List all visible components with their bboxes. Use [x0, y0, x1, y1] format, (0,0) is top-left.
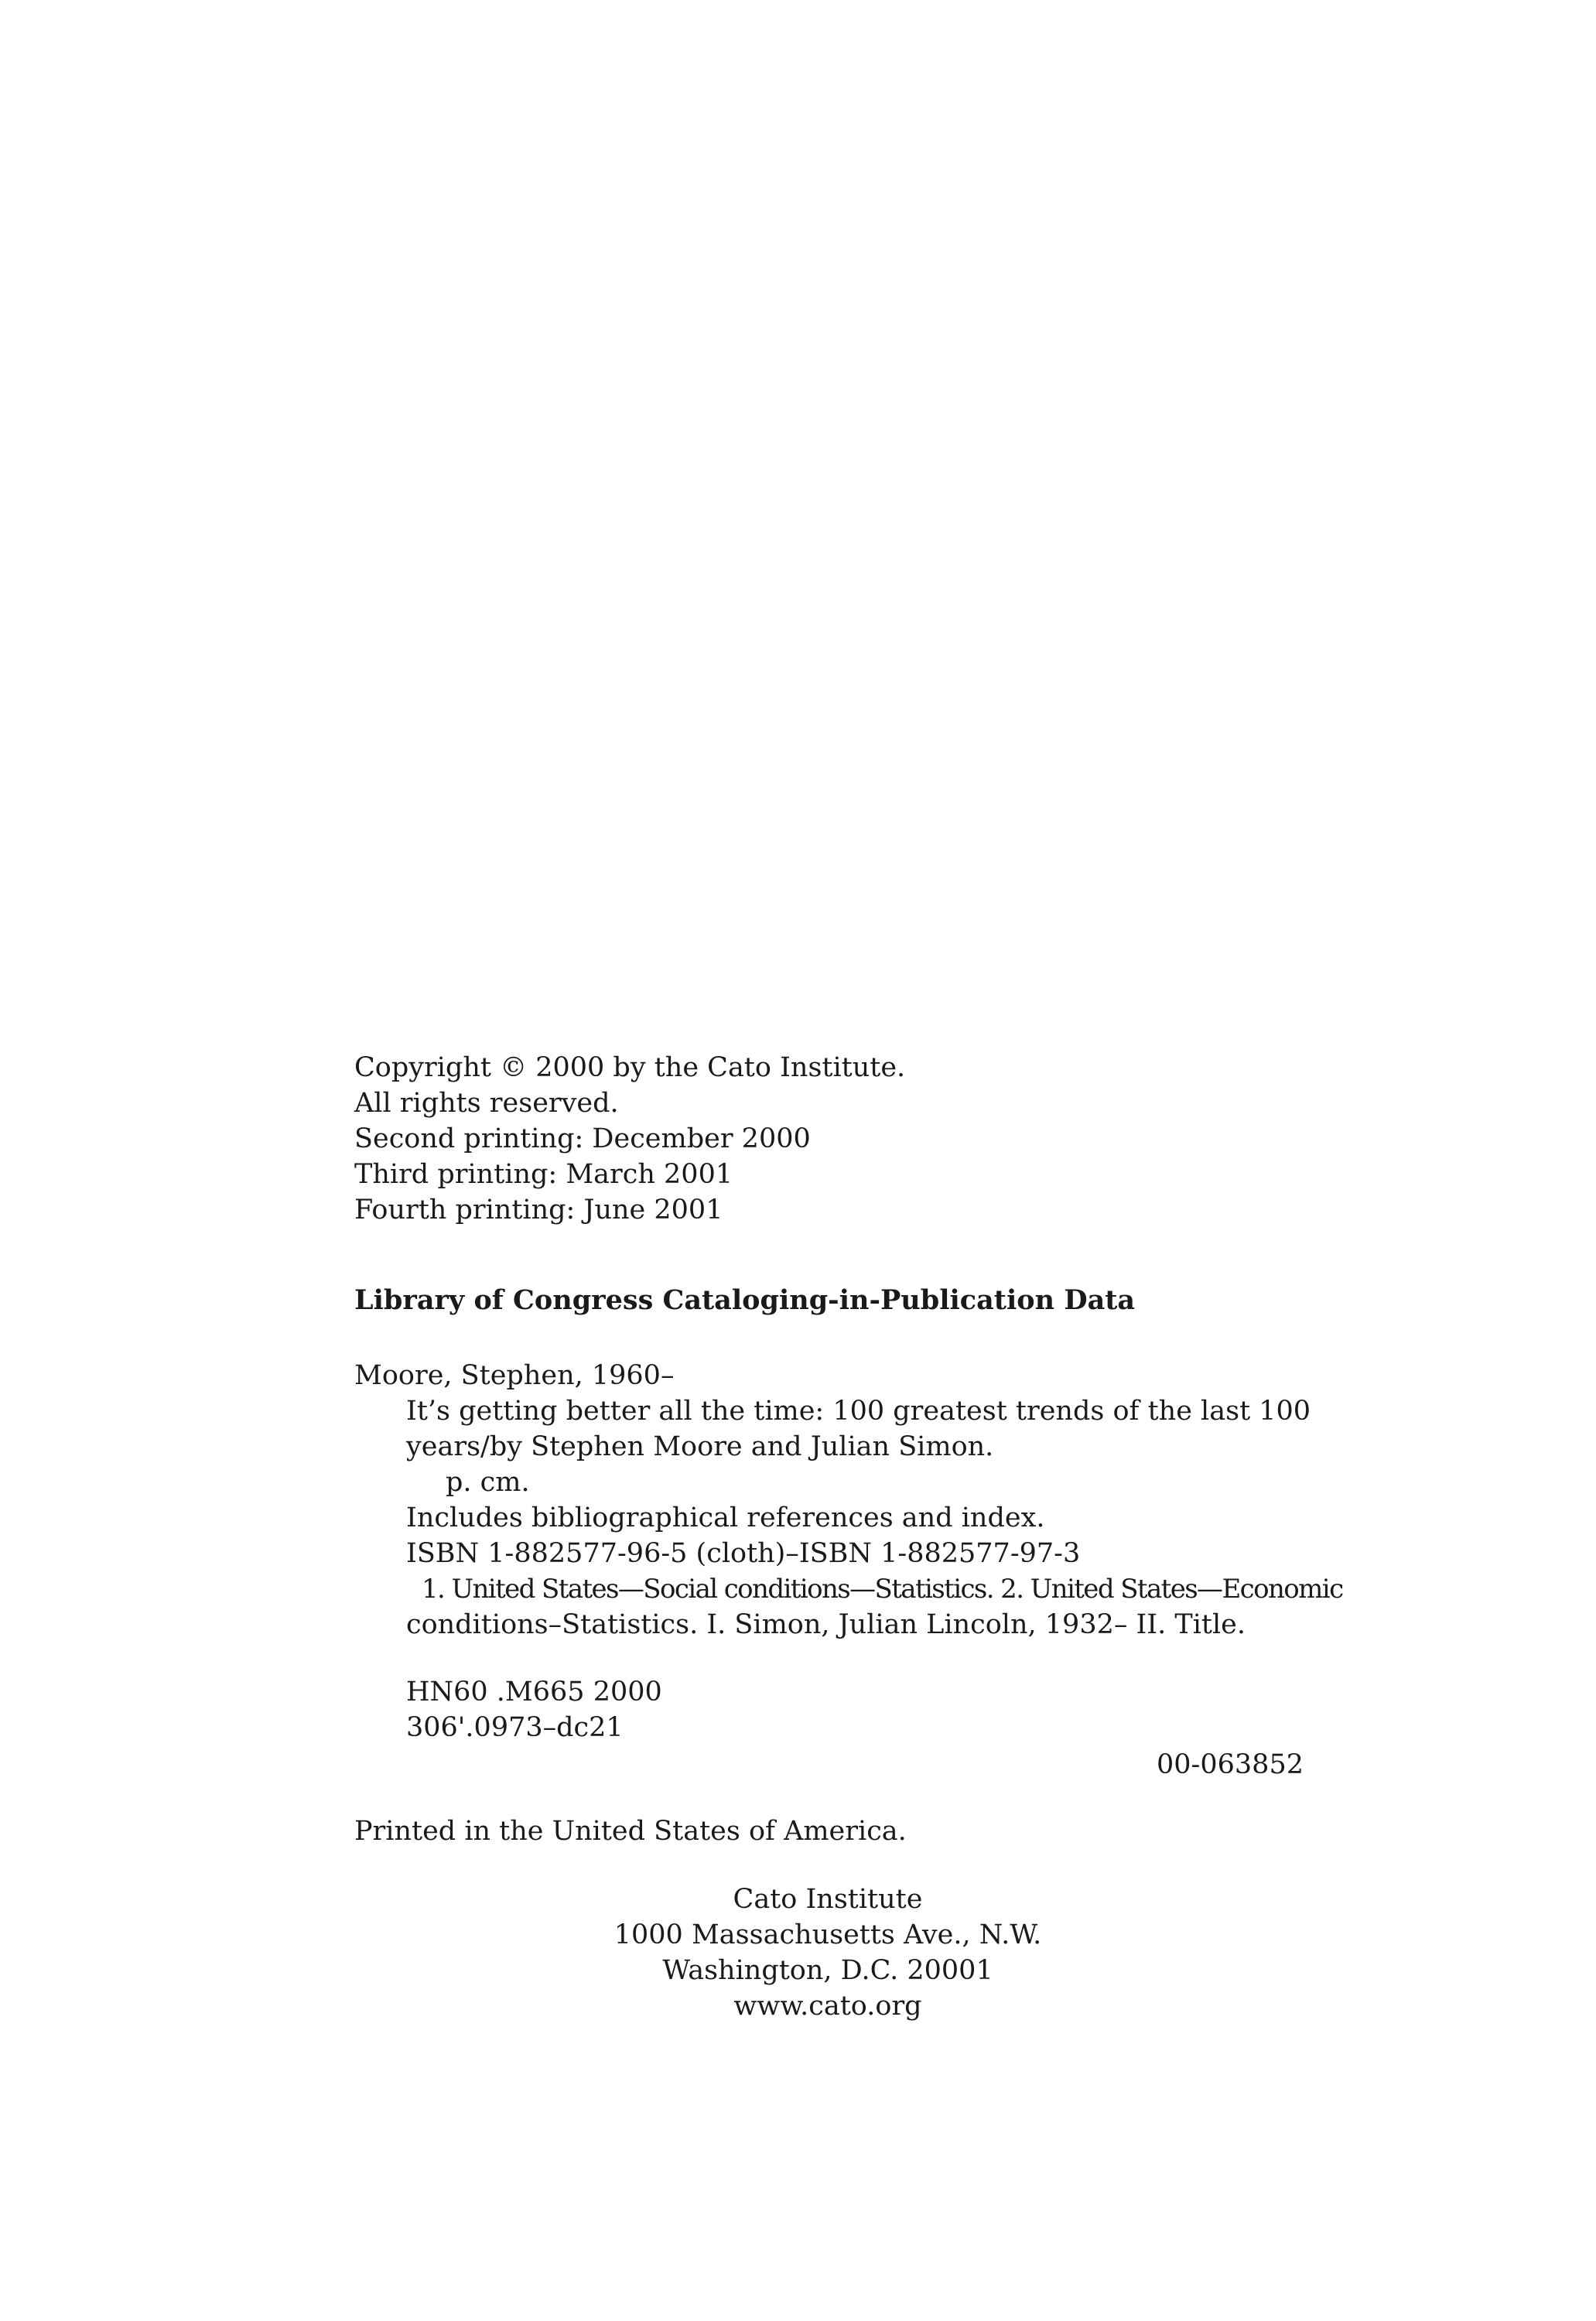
lc-call-number: HN60 .M665 2000	[406, 1677, 662, 1707]
lccn: 00-063852	[1157, 1749, 1304, 1780]
rights-statement: All rights reserved.	[354, 1088, 619, 1119]
cip-title-line: years/by Stephen Moore and Julian Simon.	[406, 1431, 994, 1462]
dewey-number: 306'.0973–dc21	[406, 1712, 624, 1743]
copyright-notice: Copyright © 2000 by the Cato Institute.	[354, 1052, 906, 1083]
cip-physical: p. cm.	[446, 1467, 530, 1498]
publisher-name: Cato Institute	[733, 1884, 923, 1915]
cip-subjects-line: 1. United States—Social conditions—Statistics. 2. United States—Economic	[422, 1574, 1343, 1605]
publisher-street: 1000 Massachusetts Ave., N.W.	[613, 1919, 1042, 1950]
cip-author: Moore, Stephen, 1960–	[354, 1360, 675, 1391]
printing-line: Fourth printing: June 2001	[354, 1195, 723, 1225]
cip-notes: Includes bibliographical references and index.	[406, 1502, 1045, 1533]
publisher-city: Washington, D.C. 20001	[662, 1955, 993, 1986]
publisher-address	[588, 1882, 1068, 2024]
cip-subjects-line: conditions–Statistics. I. Simon, Julian Lincoln, 1932– II. Title.	[406, 1609, 1246, 1640]
publisher-website: www.cato.org	[733, 1991, 922, 2022]
printed-in: Printed in the United States of America.	[354, 1816, 907, 1847]
cip-isbn: ISBN 1-882577-96-5 (cloth)–ISBN 1-882577-97-3	[406, 1538, 1081, 1569]
cip-heading: Library of Congress Cataloging-in-Publication Data	[354, 1284, 1136, 1316]
cip-title-line: It’s getting better all the time: 100 greatest trends of the last 100	[406, 1396, 1311, 1427]
printing-line: Third printing: March 2001	[354, 1159, 733, 1190]
printing-line: Second printing: December 2000	[354, 1123, 811, 1154]
